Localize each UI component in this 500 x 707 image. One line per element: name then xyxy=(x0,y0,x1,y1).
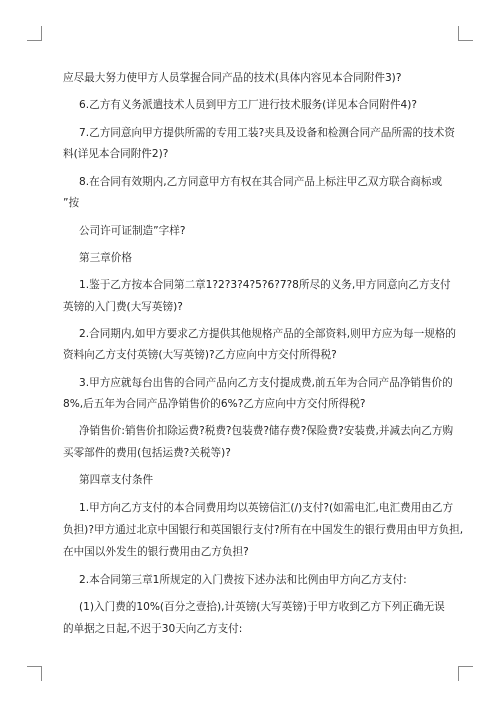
crop-mark-top-right xyxy=(458,26,473,41)
text-line: 应尽最大努力使甲方人员掌握合同产品的技术(具体内容见本合同附件3)? xyxy=(63,72,402,84)
crop-mark-bottom-right xyxy=(458,666,473,681)
text-line: 8%,后五年为合同产品净销售价的6%?乙方应向中方交付所得税? xyxy=(63,398,366,410)
text-line: 3.甲方应就每台出售的合同产品向乙方支付提成费,前五年为合同产品净销售价的 xyxy=(79,377,453,389)
text-line: 2.合同期内,如甲方要求乙方提供其他规格产品的全部资料,则甲方应为每一规格的 xyxy=(79,328,457,340)
text-line: 1.鉴于乙方按本合同第二章1?2?3?4?5?6?7?8所尽的义务,甲方同意向乙方支付 xyxy=(79,279,451,291)
text-line: (1)入门费的10%(百分之壹拾),计英镑(大写英镑)于甲方收到乙方下列正确无误 xyxy=(79,601,445,613)
crop-mark-top-left xyxy=(27,26,42,41)
text-line: 1.甲方向乙方支付的本合同费用均以英镑信汇(/)支付?(如需电汇,电汇费用由乙方 xyxy=(79,502,454,514)
text-line: 7.乙方同意向甲方提供所需的专用工装?夹具及设备和检测合同产品所需的技术资 xyxy=(79,127,455,139)
text-line: ”按 xyxy=(63,197,80,209)
text-line: 8.在合同有效期内,乙方同意甲方有权在其合同产品上标注甲乙双方联合商标或 xyxy=(79,176,443,188)
text-line: 公司许可证制造”字样? xyxy=(79,225,186,237)
text-line: 6.乙方有义务派遣技术人员到甲方工厂进行技术服务(详见本合同附件4)? xyxy=(79,99,417,111)
text-line: 在中国以外发生的银行费用由乙方负担? xyxy=(63,546,249,558)
crop-mark-bottom-left xyxy=(27,666,42,681)
text-line: 净销售价:销售价扣除运费?税费?包装费?储存费?保险费?安装费,并减去向乙方购 xyxy=(79,425,454,437)
text-line: 负担)?甲方通过北京中国银行和英国银行支付?所有在中国发生的银行费用由甲方负担, xyxy=(63,524,464,536)
text-line: 2.本合同第三章1所规定的入门费按下述办法和比例由甲方向乙方支付: xyxy=(79,574,407,586)
text-line: 料(详见本合同附件2)? xyxy=(63,148,169,160)
text-line: 英镑的入门费(大写英镑)? xyxy=(63,301,183,313)
text-line: 买零部件的费用(包括运费?关税等)? xyxy=(63,447,231,459)
section-heading: 第三章价格 xyxy=(79,252,132,264)
section-heading: 第四章支付条件 xyxy=(79,474,154,486)
text-line: 的单据之日起,不迟于30天向乙方支付: xyxy=(63,623,243,635)
text-line: 资料向乙方支付英镑(大写英镑)?乙方应向中方交付所得税? xyxy=(63,349,337,361)
